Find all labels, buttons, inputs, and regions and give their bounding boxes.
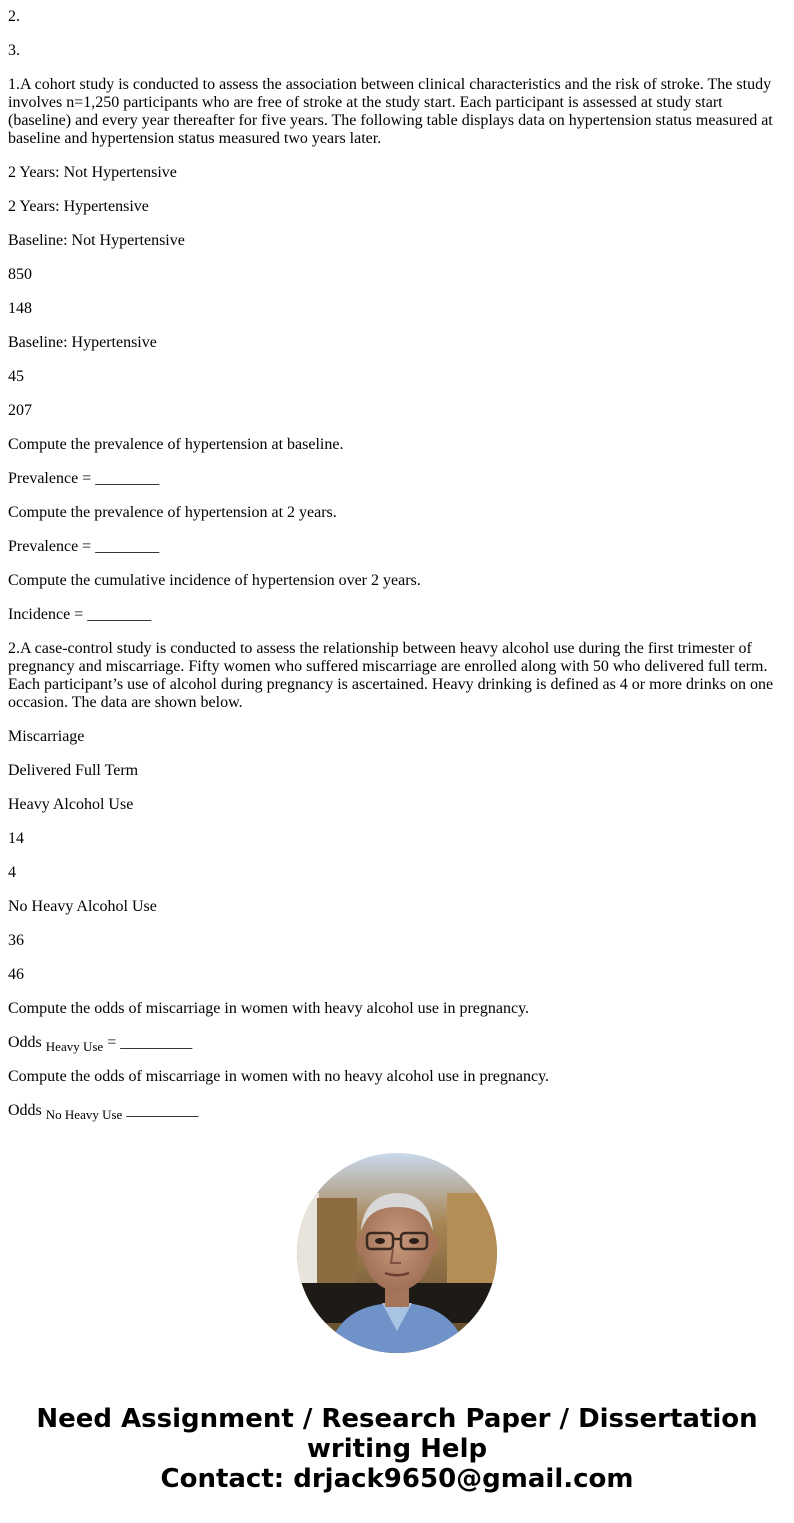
item-number: 2. [8, 8, 20, 25]
odds-label: Odds [8, 1034, 46, 1051]
avatar [297, 1153, 497, 1353]
contact-footer [0, 1404, 794, 1494]
question-prompt: Compute the odds of miscarriage in women with heavy alcohol use in pregnancy. [8, 1000, 530, 1017]
odds-blank: = _________ [103, 1034, 193, 1051]
table-2-column-header: Miscarriage [8, 728, 85, 745]
odds-blank: _________ [122, 1102, 199, 1119]
odds-label: Odds [8, 1102, 46, 1119]
question-2-intro: 2.A case-control study is conducted to assess the relationship between heavy alcohol use during the first trimester of pregnancy and miscarriage. Fifty women who suffered miscarriage are enrolled along with 50 who delivered full term. Each participant’s use of alcohol during pregnancy is ascertained. Heavy drinking is defined as 4 or more drinks on one occasion. The data are shown below. [8, 640, 774, 711]
person-photo-icon [297, 1153, 497, 1353]
table-2-cell: 4 [8, 864, 16, 881]
table-1-cell: 850 [8, 266, 32, 283]
table-2-row-header: No Heavy Alcohol Use [8, 898, 157, 915]
answer-blank [8, 1034, 786, 1052]
table-1-row-header: Baseline: Not Hypertensive [8, 232, 185, 249]
footer-headline: writing Help [306, 1434, 488, 1464]
document-body [8, 8, 786, 1122]
item-number: 3. [8, 42, 20, 59]
answer-blank: Prevalence = ________ [8, 470, 160, 487]
answer-blank [8, 1102, 786, 1120]
odds-subscript: Heavy Use [45, 1039, 104, 1054]
table-1-cell: 148 [8, 300, 32, 317]
footer-headline: Need Assignment / Research Paper / Dissertation [36, 1404, 758, 1434]
table-1-column-header: 2 Years: Hypertensive [8, 198, 149, 215]
table-1-column-header: 2 Years: Not Hypertensive [8, 164, 177, 181]
question-prompt: Compute the prevalence of hypertension at baseline. [8, 436, 344, 453]
answer-blank: Prevalence = ________ [8, 538, 160, 555]
table-1-cell: 45 [8, 368, 24, 385]
table-2-cell: 36 [8, 932, 24, 949]
odds-subscript: No Heavy Use [45, 1107, 123, 1122]
table-1-row-header: Baseline: Hypertensive [8, 334, 157, 351]
footer-contact: Contact: drjack9650@gmail.com [160, 1464, 634, 1494]
table-1-cell: 207 [8, 402, 32, 419]
question-prompt: Compute the cumulative incidence of hypertension over 2 years. [8, 572, 421, 589]
table-2-cell: 14 [8, 830, 24, 847]
question-prompt: Compute the prevalence of hypertension at 2 years. [8, 504, 337, 521]
question-1-intro: 1.A cohort study is conducted to assess the association between clinical characteristics and the risk of stroke. The study involves n=1,250 participants who are free of stroke at the study start. Each participant is assessed at study start (baseline) and every year thereafter for five years. The following table displays data on hypertension status measured at baseline and hypertension status measured two years later. [8, 76, 773, 147]
table-2-row-header: Heavy Alcohol Use [8, 796, 134, 813]
question-prompt: Compute the odds of miscarriage in women with no heavy alcohol use in pregnancy. [8, 1068, 550, 1085]
answer-blank: Incidence = ________ [8, 606, 152, 623]
table-2-cell: 46 [8, 966, 24, 983]
table-2-column-header: Delivered Full Term [8, 762, 139, 779]
